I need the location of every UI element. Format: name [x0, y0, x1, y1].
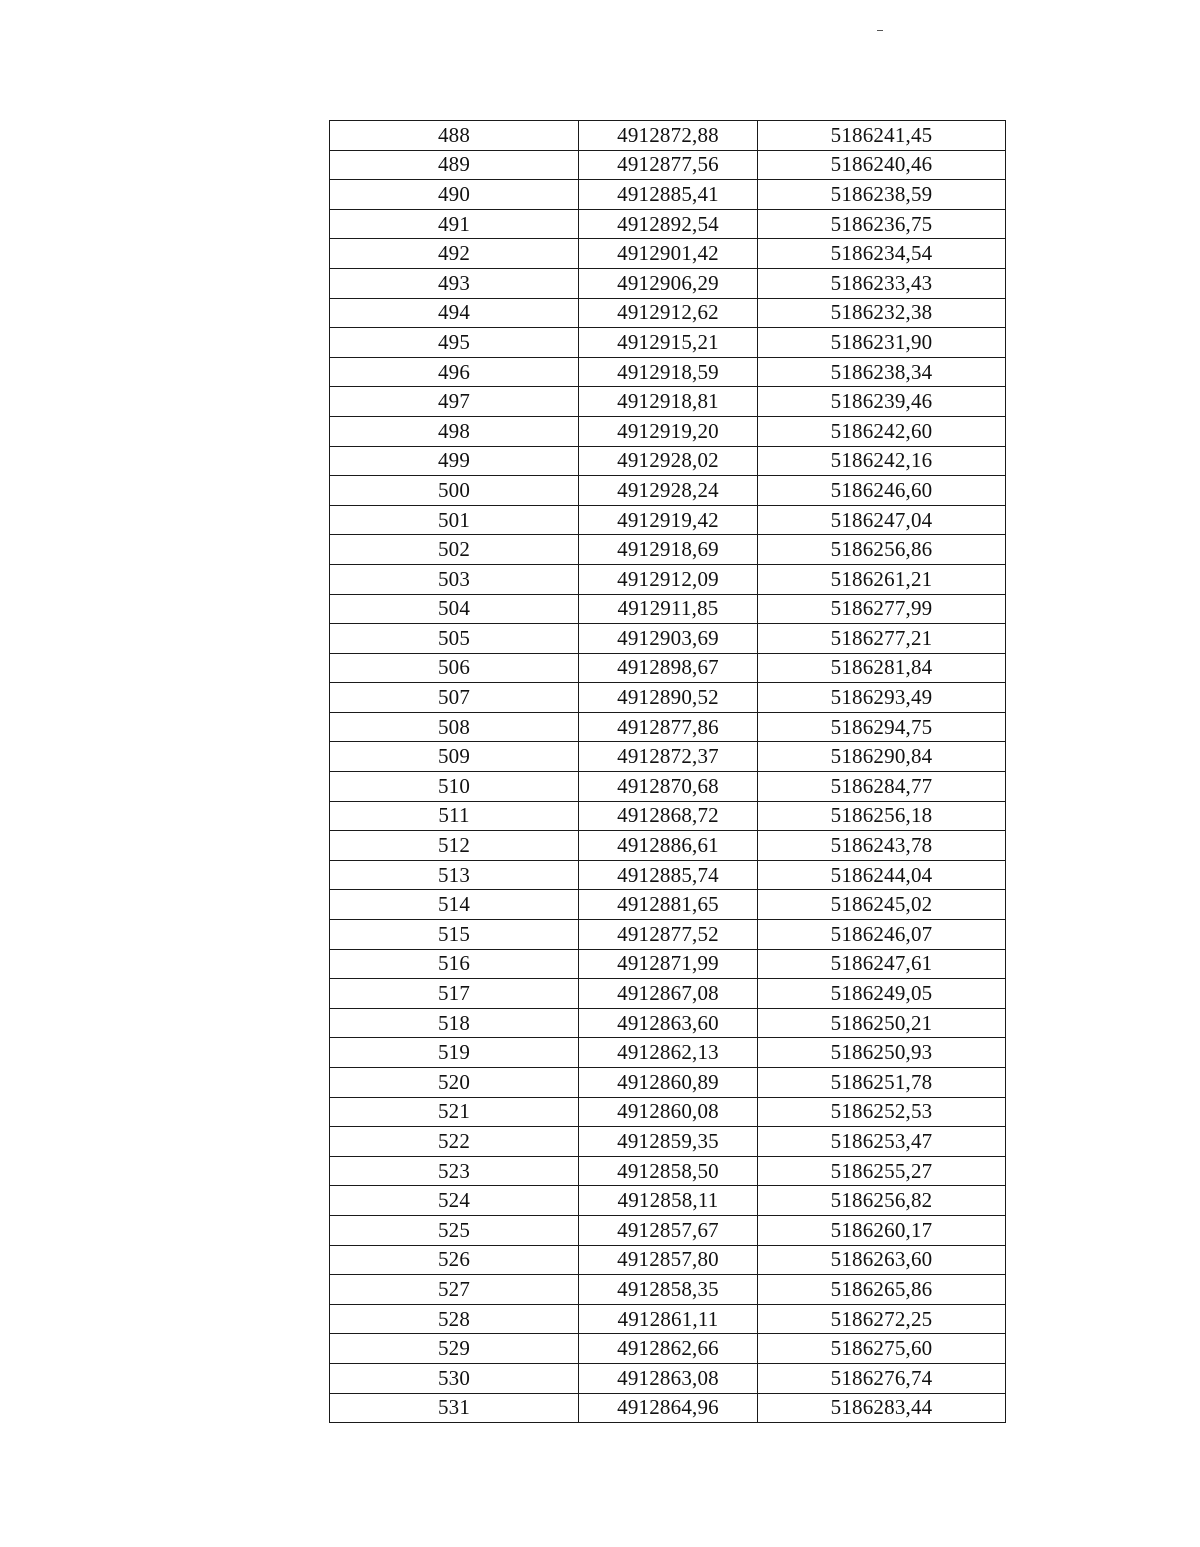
x-coordinate-cell: 4912928,24 [579, 476, 758, 506]
table-row [330, 505, 1006, 535]
table-row [330, 150, 1006, 180]
table-row [330, 535, 1006, 565]
table-row [330, 979, 1006, 1009]
point-number-cell: 528 [330, 1304, 579, 1334]
x-coordinate-cell: 4912864,96 [579, 1393, 758, 1423]
point-number-cell: 513 [330, 860, 579, 890]
x-coordinate-cell: 4912860,89 [579, 1068, 758, 1098]
point-number-cell: 521 [330, 1097, 579, 1127]
y-coordinate-cell: 5186242,60 [758, 416, 1006, 446]
y-coordinate-cell: 5186249,05 [758, 979, 1006, 1009]
x-coordinate-cell: 4912862,66 [579, 1334, 758, 1364]
point-number-cell: 516 [330, 949, 579, 979]
x-coordinate-cell: 4912858,35 [579, 1275, 758, 1305]
table-row [330, 121, 1006, 151]
y-coordinate-cell: 5186232,38 [758, 298, 1006, 328]
table-row [330, 742, 1006, 772]
y-coordinate-cell: 5186275,60 [758, 1334, 1006, 1364]
y-coordinate-cell: 5186247,61 [758, 949, 1006, 979]
table-row [330, 1008, 1006, 1038]
y-coordinate-cell: 5186246,07 [758, 920, 1006, 950]
point-number-cell: 525 [330, 1215, 579, 1245]
point-number-cell: 527 [330, 1275, 579, 1305]
x-coordinate-cell: 4912898,67 [579, 653, 758, 683]
point-number-cell: 517 [330, 979, 579, 1009]
point-number-cell: 511 [330, 801, 579, 831]
x-coordinate-cell: 4912919,20 [579, 416, 758, 446]
y-coordinate-cell: 5186294,75 [758, 712, 1006, 742]
point-number-cell: 506 [330, 653, 579, 683]
x-coordinate-cell: 4912863,08 [579, 1363, 758, 1393]
x-coordinate-cell: 4912928,02 [579, 446, 758, 476]
x-coordinate-cell: 4912872,88 [579, 121, 758, 151]
table-row [330, 1245, 1006, 1275]
table-row [330, 949, 1006, 979]
table-row [330, 476, 1006, 506]
table-row [330, 416, 1006, 446]
x-coordinate-cell: 4912877,52 [579, 920, 758, 950]
x-coordinate-cell: 4912871,99 [579, 949, 758, 979]
point-number-cell: 508 [330, 712, 579, 742]
table-row [330, 239, 1006, 269]
table-row [330, 298, 1006, 328]
table-row [330, 801, 1006, 831]
table-row [330, 1215, 1006, 1245]
table-row [330, 890, 1006, 920]
x-coordinate-cell: 4912881,65 [579, 890, 758, 920]
point-number-cell: 488 [330, 121, 579, 151]
y-coordinate-cell: 5186250,21 [758, 1008, 1006, 1038]
y-coordinate-cell: 5186238,59 [758, 180, 1006, 210]
point-number-cell: 530 [330, 1363, 579, 1393]
x-coordinate-cell: 4912857,80 [579, 1245, 758, 1275]
point-number-cell: 493 [330, 268, 579, 298]
x-coordinate-cell: 4912870,68 [579, 772, 758, 802]
y-coordinate-cell: 5186283,44 [758, 1393, 1006, 1423]
point-number-cell: 523 [330, 1156, 579, 1186]
table-row [330, 1393, 1006, 1423]
y-coordinate-cell: 5186242,16 [758, 446, 1006, 476]
table-row [330, 1275, 1006, 1305]
point-number-cell: 500 [330, 476, 579, 506]
point-number-cell: 491 [330, 209, 579, 239]
table-row [330, 387, 1006, 417]
table-row [330, 1097, 1006, 1127]
point-number-cell: 531 [330, 1393, 579, 1423]
y-coordinate-cell: 5186234,54 [758, 239, 1006, 269]
scan-speck [877, 30, 883, 31]
x-coordinate-cell: 4912919,42 [579, 505, 758, 535]
table-row [330, 1156, 1006, 1186]
point-number-cell: 514 [330, 890, 579, 920]
table-row [330, 831, 1006, 861]
x-coordinate-cell: 4912863,60 [579, 1008, 758, 1038]
x-coordinate-cell: 4912858,11 [579, 1186, 758, 1216]
x-coordinate-cell: 4912872,37 [579, 742, 758, 772]
y-coordinate-cell: 5186233,43 [758, 268, 1006, 298]
x-coordinate-cell: 4912857,67 [579, 1215, 758, 1245]
table-row [330, 268, 1006, 298]
x-coordinate-cell: 4912890,52 [579, 683, 758, 713]
x-coordinate-cell: 4912885,74 [579, 860, 758, 890]
table-row [330, 1127, 1006, 1157]
x-coordinate-cell: 4912918,59 [579, 357, 758, 387]
point-number-cell: 526 [330, 1245, 579, 1275]
y-coordinate-cell: 5186243,78 [758, 831, 1006, 861]
table-row [330, 683, 1006, 713]
y-coordinate-cell: 5186238,34 [758, 357, 1006, 387]
y-coordinate-cell: 5186261,21 [758, 564, 1006, 594]
y-coordinate-cell: 5186284,77 [758, 772, 1006, 802]
x-coordinate-cell: 4912861,11 [579, 1304, 758, 1334]
x-coordinate-cell: 4912868,72 [579, 801, 758, 831]
table-row [330, 860, 1006, 890]
x-coordinate-cell: 4912892,54 [579, 209, 758, 239]
table-row [330, 653, 1006, 683]
x-coordinate-cell: 4912886,61 [579, 831, 758, 861]
y-coordinate-cell: 5186265,86 [758, 1275, 1006, 1305]
point-number-cell: 495 [330, 328, 579, 358]
y-coordinate-cell: 5186256,86 [758, 535, 1006, 565]
point-number-cell: 524 [330, 1186, 579, 1216]
coordinates-table [329, 120, 1006, 1423]
point-number-cell: 512 [330, 831, 579, 861]
x-coordinate-cell: 4912867,08 [579, 979, 758, 1009]
point-number-cell: 504 [330, 594, 579, 624]
y-coordinate-cell: 5186277,99 [758, 594, 1006, 624]
x-coordinate-cell: 4912918,81 [579, 387, 758, 417]
point-number-cell: 503 [330, 564, 579, 594]
x-coordinate-cell: 4912915,21 [579, 328, 758, 358]
point-number-cell: 489 [330, 150, 579, 180]
y-coordinate-cell: 5186244,04 [758, 860, 1006, 890]
y-coordinate-cell: 5186245,02 [758, 890, 1006, 920]
y-coordinate-cell: 5186255,27 [758, 1156, 1006, 1186]
table-row [330, 446, 1006, 476]
table-row [330, 357, 1006, 387]
table-row [330, 180, 1006, 210]
table-row [330, 1304, 1006, 1334]
x-coordinate-cell: 4912858,50 [579, 1156, 758, 1186]
point-number-cell: 515 [330, 920, 579, 950]
table-row [330, 564, 1006, 594]
y-coordinate-cell: 5186281,84 [758, 653, 1006, 683]
y-coordinate-cell: 5186236,75 [758, 209, 1006, 239]
x-coordinate-cell: 4912877,86 [579, 712, 758, 742]
point-number-cell: 490 [330, 180, 579, 210]
x-coordinate-cell: 4912885,41 [579, 180, 758, 210]
point-number-cell: 529 [330, 1334, 579, 1364]
y-coordinate-cell: 5186251,78 [758, 1068, 1006, 1098]
x-coordinate-cell: 4912862,13 [579, 1038, 758, 1068]
y-coordinate-cell: 5186240,46 [758, 150, 1006, 180]
table-row [330, 1186, 1006, 1216]
y-coordinate-cell: 5186252,53 [758, 1097, 1006, 1127]
x-coordinate-cell: 4912859,35 [579, 1127, 758, 1157]
point-number-cell: 494 [330, 298, 579, 328]
x-coordinate-cell: 4912912,09 [579, 564, 758, 594]
y-coordinate-cell: 5186239,46 [758, 387, 1006, 417]
y-coordinate-cell: 5186247,04 [758, 505, 1006, 535]
y-coordinate-cell: 5186250,93 [758, 1038, 1006, 1068]
point-number-cell: 496 [330, 357, 579, 387]
table-row [330, 712, 1006, 742]
x-coordinate-cell: 4912906,29 [579, 268, 758, 298]
point-number-cell: 510 [330, 772, 579, 802]
x-coordinate-cell: 4912911,85 [579, 594, 758, 624]
y-coordinate-cell: 5186276,74 [758, 1363, 1006, 1393]
point-number-cell: 505 [330, 624, 579, 654]
point-number-cell: 492 [330, 239, 579, 269]
y-coordinate-cell: 5186277,21 [758, 624, 1006, 654]
table-row [330, 209, 1006, 239]
y-coordinate-cell: 5186256,18 [758, 801, 1006, 831]
table-row [330, 1363, 1006, 1393]
point-number-cell: 502 [330, 535, 579, 565]
table-row [330, 1068, 1006, 1098]
coordinates-table-body [330, 121, 1006, 1423]
point-number-cell: 509 [330, 742, 579, 772]
point-number-cell: 501 [330, 505, 579, 535]
table-row [330, 920, 1006, 950]
x-coordinate-cell: 4912903,69 [579, 624, 758, 654]
x-coordinate-cell: 4912860,08 [579, 1097, 758, 1127]
x-coordinate-cell: 4912912,62 [579, 298, 758, 328]
point-number-cell: 499 [330, 446, 579, 476]
table-row [330, 624, 1006, 654]
point-number-cell: 498 [330, 416, 579, 446]
x-coordinate-cell: 4912877,56 [579, 150, 758, 180]
table-row [330, 772, 1006, 802]
y-coordinate-cell: 5186293,49 [758, 683, 1006, 713]
point-number-cell: 497 [330, 387, 579, 417]
y-coordinate-cell: 5186231,90 [758, 328, 1006, 358]
y-coordinate-cell: 5186246,60 [758, 476, 1006, 506]
point-number-cell: 518 [330, 1008, 579, 1038]
y-coordinate-cell: 5186253,47 [758, 1127, 1006, 1157]
table-row [330, 1038, 1006, 1068]
point-number-cell: 520 [330, 1068, 579, 1098]
point-number-cell: 507 [330, 683, 579, 713]
table-row [330, 328, 1006, 358]
y-coordinate-cell: 5186256,82 [758, 1186, 1006, 1216]
y-coordinate-cell: 5186260,17 [758, 1215, 1006, 1245]
y-coordinate-cell: 5186263,60 [758, 1245, 1006, 1275]
point-number-cell: 522 [330, 1127, 579, 1157]
x-coordinate-cell: 4912918,69 [579, 535, 758, 565]
y-coordinate-cell: 5186272,25 [758, 1304, 1006, 1334]
y-coordinate-cell: 5186290,84 [758, 742, 1006, 772]
x-coordinate-cell: 4912901,42 [579, 239, 758, 269]
table-row [330, 1334, 1006, 1364]
y-coordinate-cell: 5186241,45 [758, 121, 1006, 151]
point-number-cell: 519 [330, 1038, 579, 1068]
table-row [330, 594, 1006, 624]
